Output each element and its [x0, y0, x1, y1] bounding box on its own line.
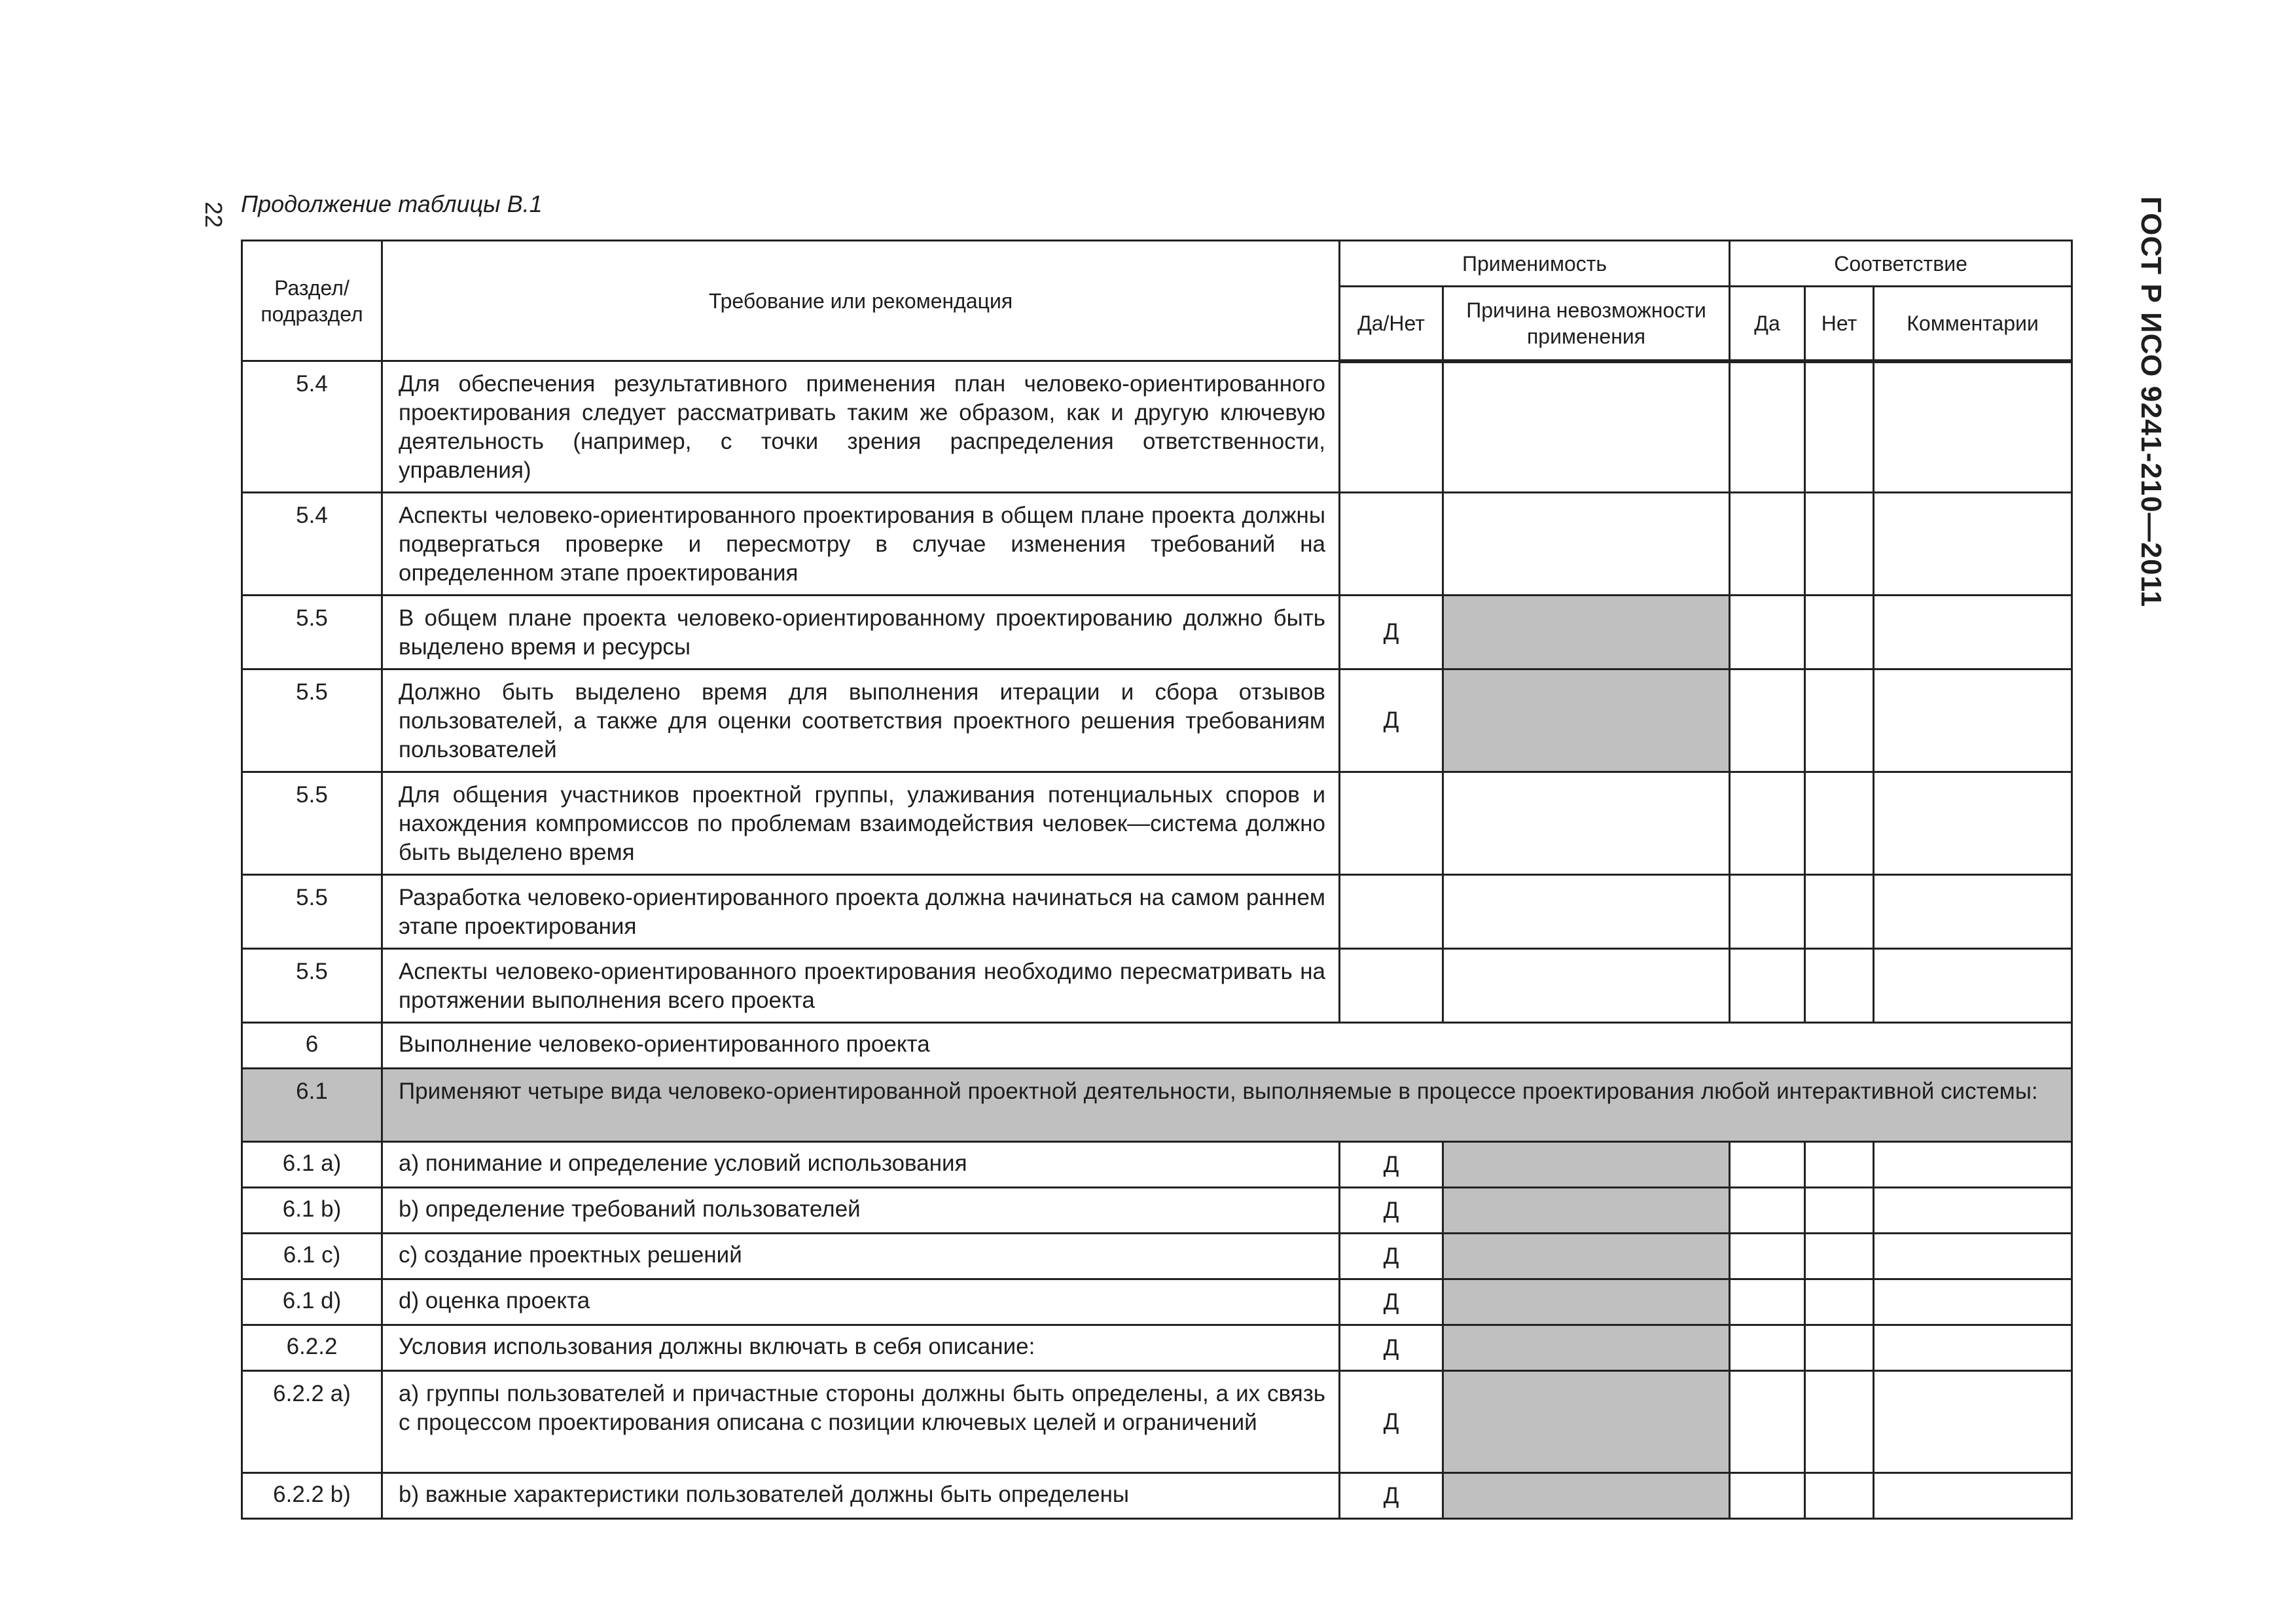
row-no	[1805, 772, 1874, 875]
row-comments	[1874, 596, 2072, 669]
row-no	[1805, 1473, 1874, 1519]
row-requirement: Аспекты человеко-ориентированного проектирования необходимо пересматривать на протяжении выполнения всего проекта	[382, 949, 1340, 1023]
row-reason-shaded	[1443, 1325, 1730, 1371]
header-reason: Причина невозможности применения	[1443, 287, 1730, 361]
row-comments	[1874, 1188, 2072, 1234]
row-requirement: Аспекты человеко-ориентированного проектирования в общем плане проекта должны подвергаться проверке и пересмотру в случае изменения требований на определенном этапе проектирования	[382, 493, 1340, 596]
row-yes	[1730, 772, 1805, 875]
row-section: 5.5	[242, 772, 382, 875]
row-no	[1805, 596, 1874, 669]
row-requirement: Для обеспечения результативного применения план человеко-ориентированного проектирования следует рассматривать таким же образом, как и другую ключевую деятельность (например, с точки зрения распределения ответственности, управления)	[382, 361, 1340, 493]
row-section: 5.4	[242, 361, 382, 493]
table-row	[242, 1325, 2072, 1371]
row-yes	[1730, 1371, 1805, 1473]
row-no	[1805, 1188, 1874, 1234]
row-no	[1805, 1142, 1874, 1188]
header-applicability: Применимость	[1340, 241, 1730, 287]
row-comments	[1874, 875, 2072, 949]
row-no	[1805, 493, 1874, 596]
row-requirement: Должно быть выделено время для выполнения итерации и сбора отзывов пользователей, а также для оценки соответствия проектного решения требованиям пользователей	[382, 669, 1340, 772]
row-yes	[1730, 1142, 1805, 1188]
row-section: 6.1 b)	[242, 1188, 382, 1234]
row-yes	[1730, 1473, 1805, 1519]
row-comments	[1874, 1142, 2072, 1188]
table-row-shaded	[242, 1069, 2072, 1142]
row-section: 6	[242, 1023, 382, 1069]
table-row	[242, 1023, 2072, 1069]
header-yes-no: Да/Нет	[1340, 287, 1443, 361]
row-yes-no: Д	[1340, 1279, 1443, 1325]
row-section: 6.1 a)	[242, 1142, 382, 1188]
row-comments	[1874, 1234, 2072, 1279]
row-reason-shaded	[1443, 1371, 1730, 1473]
table-row	[242, 1473, 2072, 1519]
header-comments: Комментарии	[1874, 287, 2072, 361]
header-section: Раздел/ подраздел	[242, 241, 382, 361]
row-section: 5.5	[242, 949, 382, 1023]
row-reason-shaded	[1443, 1473, 1730, 1519]
table-row	[242, 1234, 2072, 1279]
row-yes-no	[1340, 875, 1443, 949]
row-no	[1805, 1279, 1874, 1325]
row-comments	[1874, 1325, 2072, 1371]
row-comments	[1874, 949, 2072, 1023]
row-no	[1805, 875, 1874, 949]
row-reason	[1443, 772, 1730, 875]
row-section: 6.2.2 b)	[242, 1473, 382, 1519]
row-no	[1805, 949, 1874, 1023]
row-requirement: Применяют четыре вида человеко-ориентированной проектной деятельности, выполняемые в процессе проектирования любой интерактивной системы:	[382, 1069, 2072, 1142]
row-section: 6.1	[242, 1069, 382, 1142]
row-yes	[1730, 1234, 1805, 1279]
row-reason-shaded	[1443, 1142, 1730, 1188]
row-requirement: b) определение требований пользователей	[382, 1188, 1340, 1234]
table-caption: Продолжение таблицы В.1	[241, 190, 543, 217]
row-requirement: В общем плане проекта человеко-ориентированному проектированию должно быть выделено время и ресурсы	[382, 596, 1340, 669]
row-yes	[1730, 493, 1805, 596]
row-yes	[1730, 669, 1805, 772]
row-section: 6.2.2 a)	[242, 1371, 382, 1473]
table-row	[242, 875, 2072, 949]
row-requirement: a) понимание и определение условий использования	[382, 1142, 1340, 1188]
table-row	[242, 949, 2072, 1023]
row-comments	[1874, 1279, 2072, 1325]
row-yes-no	[1340, 493, 1443, 596]
row-yes	[1730, 361, 1805, 493]
row-reason	[1443, 493, 1730, 596]
table-row	[242, 669, 2072, 772]
row-yes-no: Д	[1340, 1473, 1443, 1519]
row-reason-shaded	[1443, 669, 1730, 772]
requirements-table	[241, 240, 2073, 1520]
row-no	[1805, 361, 1874, 493]
row-yes-no: Д	[1340, 1234, 1443, 1279]
row-yes-no	[1340, 772, 1443, 875]
row-yes-no: Д	[1340, 669, 1443, 772]
header-conformity: Соответствие	[1730, 241, 2072, 287]
row-reason	[1443, 949, 1730, 1023]
table-row	[242, 361, 2072, 493]
row-reason-shaded	[1443, 1234, 1730, 1279]
row-yes-no: Д	[1340, 1142, 1443, 1188]
row-no	[1805, 1325, 1874, 1371]
row-requirement: b) важные характеристики пользователей должны быть определены	[382, 1473, 1340, 1519]
row-yes-no: Д	[1340, 1325, 1443, 1371]
header-no: Нет	[1805, 287, 1874, 361]
row-yes	[1730, 1279, 1805, 1325]
page-number: 22	[200, 201, 227, 228]
row-comments	[1874, 361, 2072, 493]
table-row	[242, 772, 2072, 875]
row-comments	[1874, 669, 2072, 772]
row-yes-no: Д	[1340, 1188, 1443, 1234]
row-yes-no	[1340, 361, 1443, 493]
row-yes-no	[1340, 949, 1443, 1023]
table-row	[242, 1188, 2072, 1234]
row-yes	[1730, 596, 1805, 669]
row-reason	[1443, 875, 1730, 949]
row-no	[1805, 1371, 1874, 1473]
row-no	[1805, 669, 1874, 772]
row-comments	[1874, 772, 2072, 875]
table-row	[242, 1279, 2072, 1325]
header-requirement: Требование или рекомендация	[382, 241, 1340, 361]
row-yes	[1730, 1325, 1805, 1371]
table-row	[242, 493, 2072, 596]
row-section: 5.5	[242, 669, 382, 772]
row-section: 6.1 c)	[242, 1234, 382, 1279]
row-yes-no: Д	[1340, 1371, 1443, 1473]
row-requirement: Для общения участников проектной группы, улаживания потенциальных споров и нахождения компромиссов по проблемам взаимодействия человек—система должно быть выделено время	[382, 772, 1340, 875]
table-row	[242, 1142, 2072, 1188]
row-yes	[1730, 1188, 1805, 1234]
row-section: 5.5	[242, 596, 382, 669]
row-requirement: Условия использования должны включать в себя описание:	[382, 1325, 1340, 1371]
row-comments	[1874, 493, 2072, 596]
row-no	[1805, 1234, 1874, 1279]
row-yes	[1730, 949, 1805, 1023]
row-section: 5.4	[242, 493, 382, 596]
row-yes-no: Д	[1340, 596, 1443, 669]
row-yes	[1730, 875, 1805, 949]
row-comments	[1874, 1473, 2072, 1519]
row-section: 6.1 d)	[242, 1279, 382, 1325]
header-yes: Да	[1730, 287, 1805, 361]
row-comments	[1874, 1371, 2072, 1473]
row-reason-shaded	[1443, 596, 1730, 669]
table-row	[242, 1371, 2072, 1473]
row-section: 6.2.2	[242, 1325, 382, 1371]
row-reason-shaded	[1443, 1279, 1730, 1325]
table-row	[242, 596, 2072, 669]
row-reason-shaded	[1443, 1188, 1730, 1234]
row-requirement: d) оценка проекта	[382, 1279, 1340, 1325]
row-requirement: c) создание проектных решений	[382, 1234, 1340, 1279]
row-requirement: a) группы пользователей и причастные стороны должны быть определены, а их связь с процессом проектирования описана с позиции ключевых целей и ограничений	[382, 1371, 1340, 1473]
row-section: 5.5	[242, 875, 382, 949]
row-reason	[1443, 361, 1730, 493]
row-requirement: Выполнение человеко-ориентированного проекта	[382, 1023, 2072, 1069]
standard-designation: ГОСТ Р ИСО 9241-210—2011	[2135, 196, 2167, 608]
row-requirement: Разработка человеко-ориентированного проекта должна начинаться на самом раннем этапе проектирования	[382, 875, 1340, 949]
